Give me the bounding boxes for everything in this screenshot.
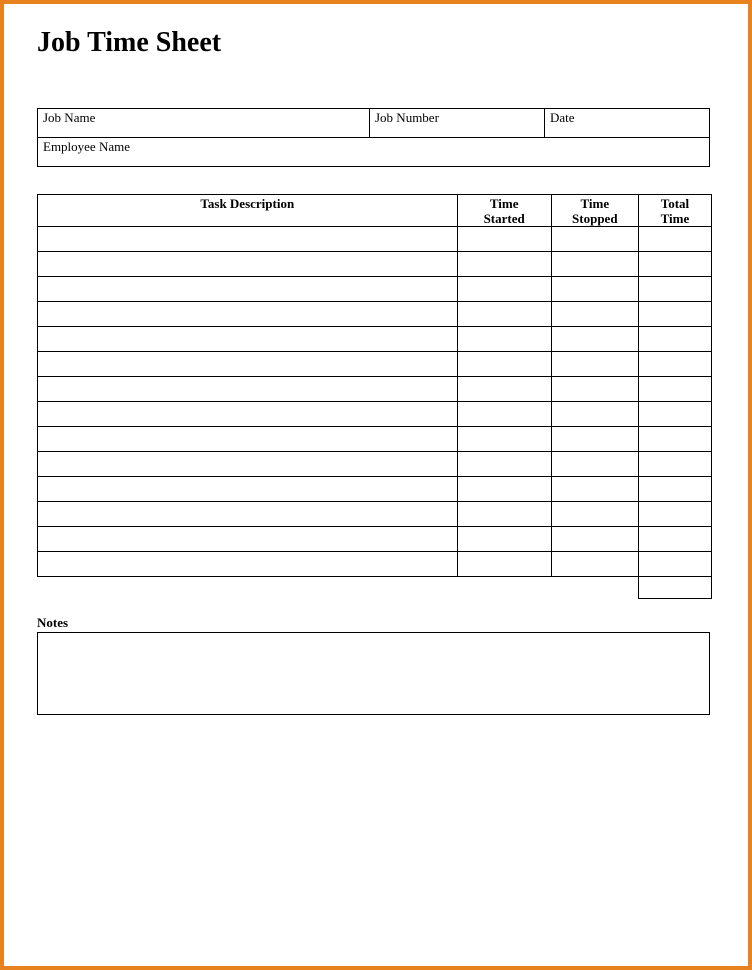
total-time-cell[interactable] (638, 552, 711, 577)
job-name-field[interactable] (38, 109, 370, 137)
total-time-cell[interactable] (638, 352, 711, 377)
time-stopped-cell[interactable] (551, 302, 638, 327)
time-stopped-cell[interactable] (551, 402, 638, 427)
table-row (38, 402, 712, 427)
time-stopped-cell[interactable] (551, 427, 638, 452)
time-started-cell[interactable] (457, 502, 551, 527)
task-description-cell[interactable] (38, 227, 458, 252)
header-time-stopped-line1: Time (580, 196, 610, 211)
time-started-cell[interactable] (457, 427, 551, 452)
header-time-started-line1: Time (489, 196, 519, 211)
task-description-cell[interactable] (38, 427, 458, 452)
total-time-cell[interactable] (638, 527, 711, 552)
task-description-cell[interactable] (38, 277, 458, 302)
task-description-cell[interactable] (38, 252, 458, 277)
total-time-cell[interactable] (638, 477, 711, 502)
table-row (38, 427, 712, 452)
time-started-cell[interactable] (457, 402, 551, 427)
table-row (38, 227, 712, 252)
table-row (38, 377, 712, 402)
total-time-cell[interactable] (638, 377, 711, 402)
notes-label: Notes (37, 615, 69, 630)
header-total-time (638, 195, 711, 227)
time-stopped-cell[interactable] (551, 277, 638, 302)
total-time-cell[interactable] (638, 427, 711, 452)
time-stopped-cell[interactable] (551, 352, 638, 377)
table-row (38, 277, 712, 302)
employee-name-label: Employee Name (43, 139, 130, 154)
time-started-cell[interactable] (457, 327, 551, 352)
job-number-label: Job Number (375, 110, 439, 125)
total-time-cell[interactable] (638, 327, 711, 352)
header-task-description-text: Task Description (200, 196, 295, 211)
task-description-cell[interactable] (38, 302, 458, 327)
total-time-cell[interactable] (638, 302, 711, 327)
time-started-cell[interactable] (457, 227, 551, 252)
task-description-cell[interactable] (38, 502, 458, 527)
time-started-cell[interactable] (457, 552, 551, 577)
job-info-box (37, 108, 710, 167)
total-time-cell[interactable] (638, 452, 711, 477)
job-name-label: Job Name (43, 110, 96, 125)
table-row (38, 452, 712, 477)
time-started-cell[interactable] (457, 252, 551, 277)
task-description-cell[interactable] (38, 452, 458, 477)
time-stopped-cell[interactable] (551, 377, 638, 402)
date-field[interactable] (545, 109, 709, 137)
task-description-cell[interactable] (38, 327, 458, 352)
notes-field[interactable] (37, 632, 710, 715)
time-stopped-cell[interactable] (551, 477, 638, 502)
table-row (38, 302, 712, 327)
time-stopped-cell[interactable] (551, 227, 638, 252)
header-time-stopped-line2: Stopped (572, 211, 618, 226)
total-time-cell[interactable] (638, 252, 711, 277)
table-row (38, 527, 712, 552)
task-description-cell[interactable] (38, 352, 458, 377)
total-time-cell[interactable] (638, 402, 711, 427)
task-description-cell[interactable] (38, 477, 458, 502)
grand-total-cell[interactable] (638, 574, 712, 599)
page-title: Job Time Sheet (37, 27, 222, 58)
table-row (38, 477, 712, 502)
time-started-cell[interactable] (457, 352, 551, 377)
time-started-cell[interactable] (457, 377, 551, 402)
task-description-cell[interactable] (38, 402, 458, 427)
time-stopped-cell[interactable] (551, 552, 638, 577)
employee-name-field[interactable] (38, 138, 709, 166)
table-row (38, 327, 712, 352)
header-task-description (38, 195, 458, 227)
task-description-cell[interactable] (38, 552, 458, 577)
task-table-body (38, 227, 712, 577)
time-started-cell[interactable] (457, 477, 551, 502)
task-description-cell[interactable] (38, 527, 458, 552)
total-time-cell[interactable] (638, 227, 711, 252)
time-started-cell[interactable] (457, 302, 551, 327)
time-started-cell[interactable] (457, 452, 551, 477)
total-time-cell[interactable] (638, 502, 711, 527)
total-time-cell[interactable] (638, 277, 711, 302)
table-row (38, 252, 712, 277)
header-total-time-line2: Time (660, 211, 690, 226)
time-stopped-cell[interactable] (551, 452, 638, 477)
header-time-started-line2: Started (483, 211, 525, 226)
table-row (38, 502, 712, 527)
task-table-header (38, 195, 712, 227)
job-number-field[interactable] (370, 109, 545, 137)
date-label: Date (550, 110, 575, 125)
task-table (37, 194, 712, 577)
task-description-cell[interactable] (38, 377, 458, 402)
job-info-row (38, 109, 709, 138)
time-started-cell[interactable] (457, 527, 551, 552)
header-time-stopped (551, 195, 638, 227)
table-row (38, 352, 712, 377)
header-total-time-line1: Total (660, 196, 690, 211)
time-stopped-cell[interactable] (551, 327, 638, 352)
time-stopped-cell[interactable] (551, 527, 638, 552)
header-time-started (457, 195, 551, 227)
time-stopped-cell[interactable] (551, 502, 638, 527)
time-stopped-cell[interactable] (551, 252, 638, 277)
table-row (38, 552, 712, 577)
time-started-cell[interactable] (457, 277, 551, 302)
